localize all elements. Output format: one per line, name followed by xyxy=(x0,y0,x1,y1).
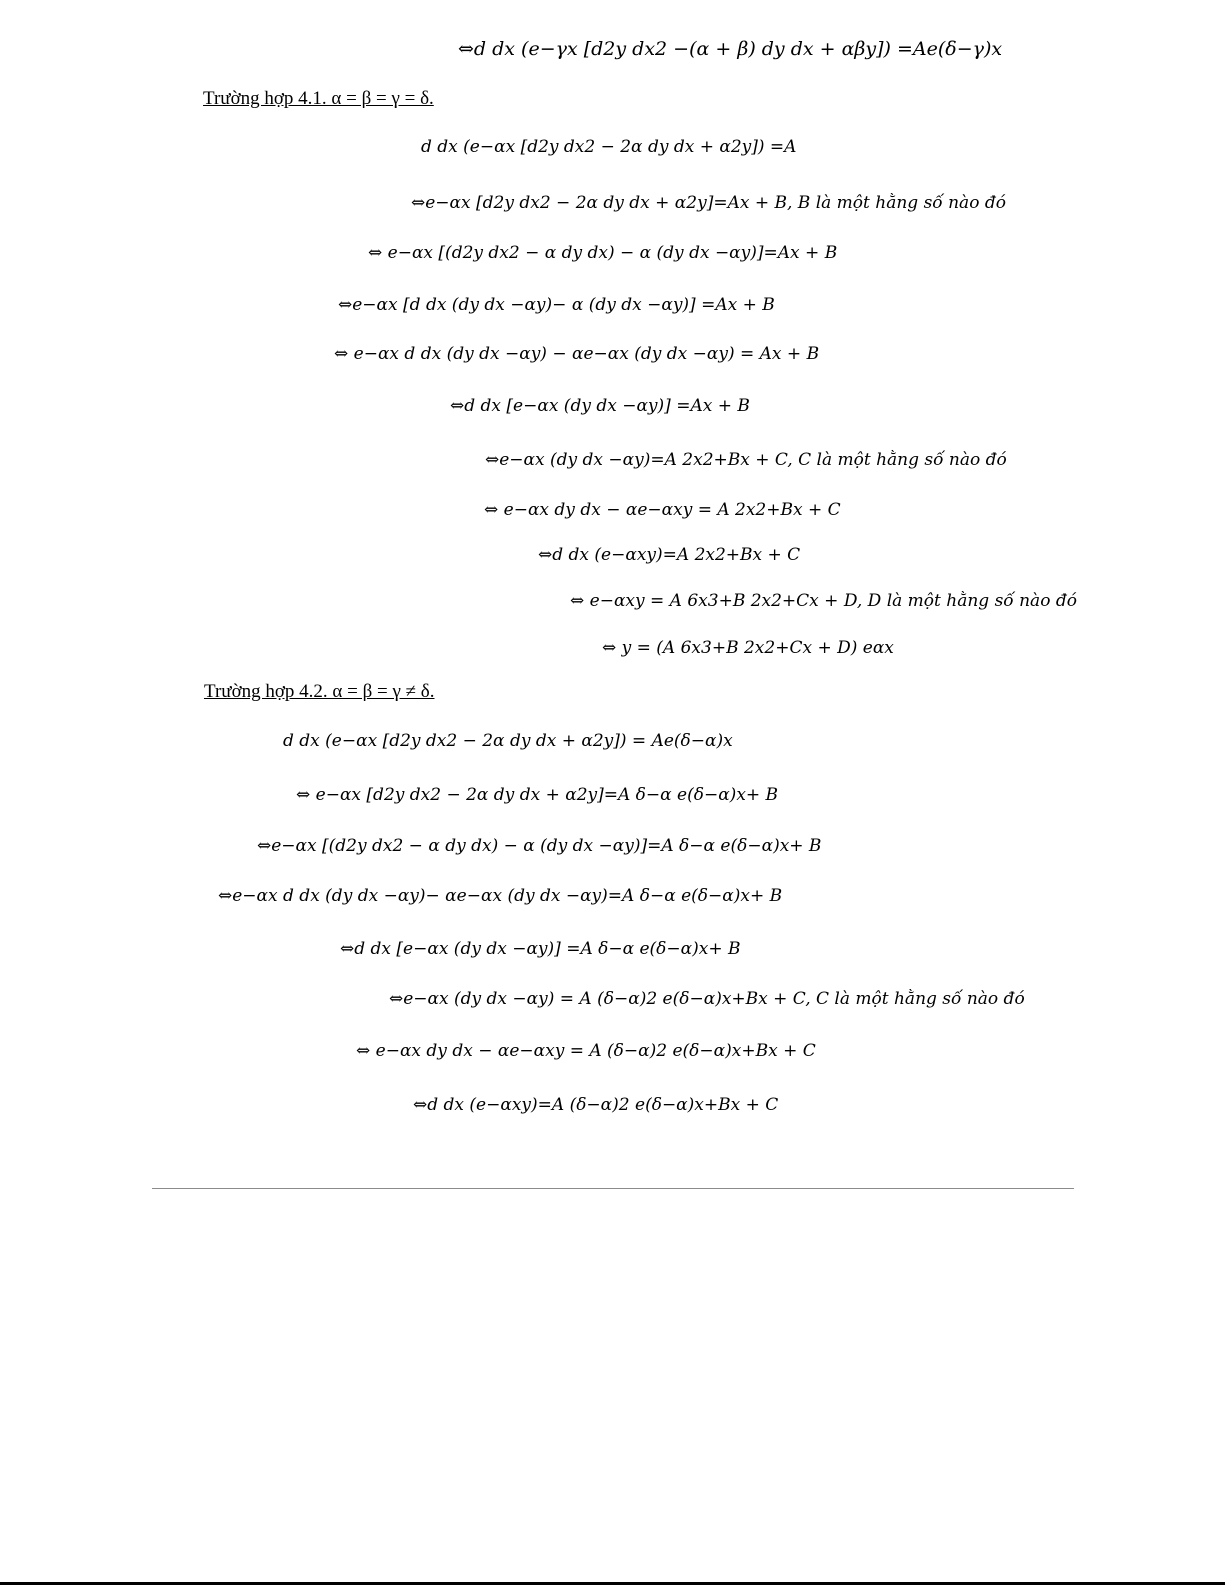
equation-4-2-8: ⇔d dx (e−αxy)=A (δ−α)2 e(δ−α)x+Bx + C xyxy=(413,1095,779,1115)
equation-4-2-1: d dx (e−αx [d2y dx2 − 2α dy dx + α2y]) = Ae(δ−α)x xyxy=(283,731,733,751)
equation-4-1-2: ⇔e−αx [d2y dx2 − 2α dy dx + α2y]=Ax + B, B là một hằng số nào đó xyxy=(411,193,1006,213)
equation-top: ⇔d dx (e−γx [d2y dx2 −(α + β) dy dx + αβy]) =Ae(δ−γ)x xyxy=(458,38,1003,60)
equation-4-2-3: ⇔e−αx [(d2y dx2 − α dy dx) − α (dy dx −αy)]=A δ−α e(δ−α)x+ B xyxy=(257,836,822,856)
equation-4-2-7: ⇔ e−αx dy dx − αe−αxy = A (δ−α)2 e(δ−α)x+Bx + C xyxy=(356,1041,816,1061)
equation-4-1-4: ⇔e−αx [d dx (dy dx −αy)− α (dy dx −αy)] =Ax + B xyxy=(338,295,775,315)
equation-4-1-6: ⇔d dx [e−αx (dy dx −αy)] =Ax + B xyxy=(450,396,750,416)
equation-4-2-2: ⇔ e−αx [d2y dx2 − 2α dy dx + α2y]=A δ−α e(δ−α)x+ B xyxy=(296,785,779,805)
page-divider xyxy=(152,1188,1074,1189)
equation-4-2-5: ⇔d dx [e−αx (dy dx −αy)] =A δ−α e(δ−α)x+ B xyxy=(340,939,741,959)
equation-4-1-11: ⇔ y = (A 6x3+B 2x2+Cx + D) eαx xyxy=(602,638,894,658)
equation-4-1-1: d dx (e−αx [d2y dx2 − 2α dy dx + α2y]) =A xyxy=(421,137,797,157)
heading-case-4-1: Trường hợp 4.1. α = β = γ = δ. xyxy=(203,88,434,109)
equation-4-1-10: ⇔ e−αxy = A 6x3+B 2x2+Cx + D, D là một hằng số nào đó xyxy=(570,591,1077,611)
equation-4-1-8: ⇔ e−αx dy dx − αe−αxy = A 2x2+Bx + C xyxy=(484,500,841,520)
heading-case-4-2: Trường hợp 4.2. α = β = γ ≠ δ. xyxy=(204,681,435,702)
equation-4-2-4: ⇔e−αx d dx (dy dx −αy)− αe−αx (dy dx −αy)=A δ−α e(δ−α)x+ B xyxy=(218,886,783,906)
equation-4-1-3: ⇔ e−αx [(d2y dx2 − α dy dx) − α (dy dx −αy)]=Ax + B xyxy=(368,243,838,263)
equation-4-1-5: ⇔ e−αx d dx (dy dx −αy) − αe−αx (dy dx −αy) = Ax + B xyxy=(334,344,820,364)
equation-4-1-7: ⇔e−αx (dy dx −αy)=A 2x2+Bx + C, C là một hằng số nào đó xyxy=(485,450,1007,470)
equation-4-2-6: ⇔e−αx (dy dx −αy) = A (δ−α)2 e(δ−α)x+Bx + C, C là một hằng số nào đó xyxy=(389,989,1025,1009)
equation-4-1-9: ⇔d dx (e−αxy)=A 2x2+Bx + C xyxy=(538,545,801,565)
